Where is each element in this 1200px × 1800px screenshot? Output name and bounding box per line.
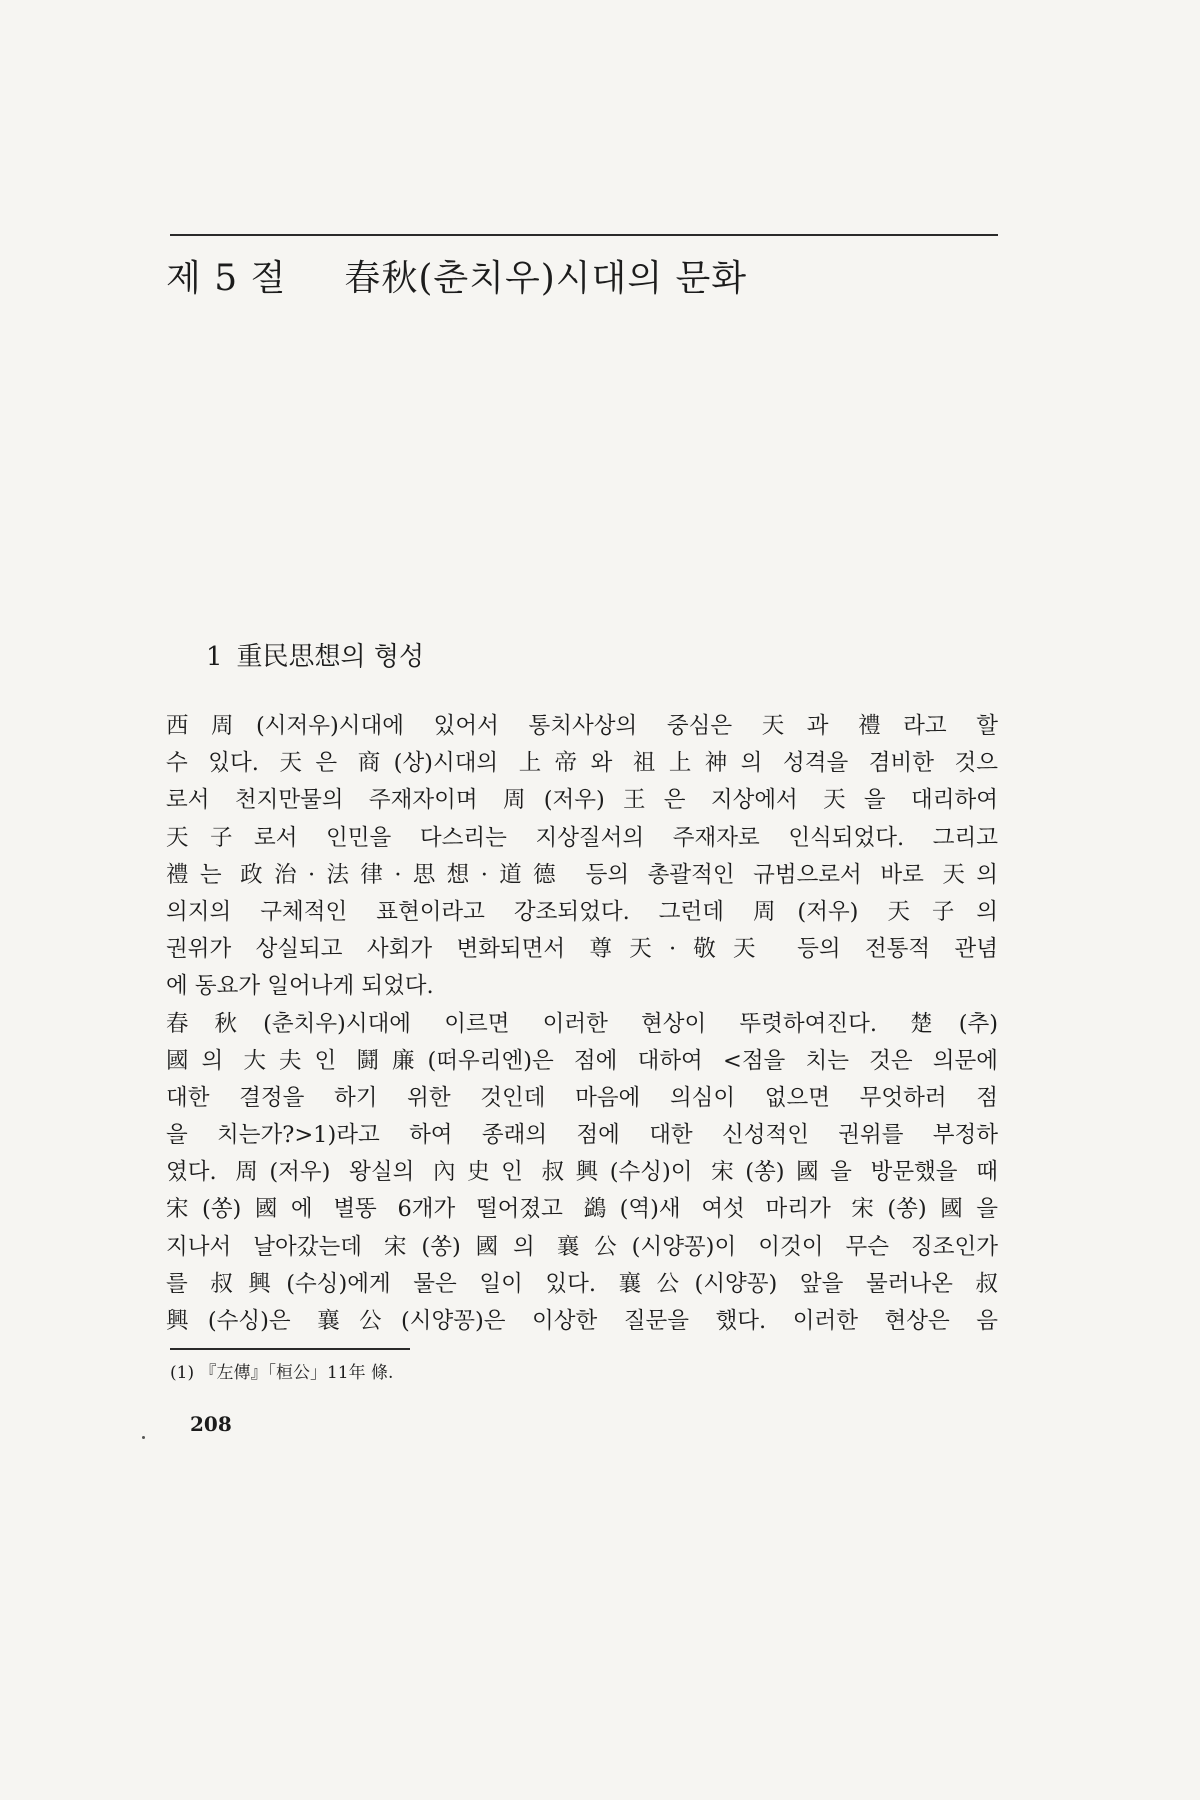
- body-line: 西周(시저우)시대에 있어서 통치사상의 중심은 天과 禮라고 할: [166, 713, 998, 739]
- body-line: 禮는 政治·法律·思想·道德 등의 총괄적인 규범으로서 바로 天의: [166, 861, 998, 888]
- body-line: 宋(쏭)國에 별똥 6개가 떨어졌고 鷁(역)새 여섯 마리가 宋(쏭)國을: [166, 1196, 998, 1223]
- footnote: (1) 『左傳』「桓公」11年 條.: [170, 1363, 394, 1383]
- body-line: 수 있다. 天은 商(상)시대의 上帝와 祖上神의 성격을 겸비한 것으: [166, 750, 998, 777]
- body-line: 天子로서 인민을 다스리는 지상질서의 주재자로 인식되었다. 그리고: [166, 824, 998, 851]
- page-number: 208: [190, 1412, 232, 1436]
- body-line: 를 叔興(수싱)에게 물은 일이 있다. 襄公(시양꽁) 앞을 물러나온 叔: [166, 1270, 998, 1297]
- body-line: 로서 천지만물의 주재자이며 周(저우)王은 지상에서 天을 대리하여: [166, 787, 998, 814]
- body-line: 지나서 날아갔는데 宋(쏭)國의 襄公(시양꽁)이 이것이 무슨 징조인가: [166, 1233, 998, 1260]
- body-line: 春秋(춘치우)시대에 이르면 이러한 현상이 뚜렷하여진다. 楚(추): [166, 1010, 998, 1037]
- body-line: 권위가 상실되고 사회가 변화되면서 尊天·敬天 등의 전통적 관념: [166, 936, 998, 963]
- body-line: 에 동요가 일어나게 되었다.: [166, 973, 434, 1000]
- body-line: 였다. 周(저우) 왕실의 內史인 叔興(수싱)이 宋(쏭)國을 방문했을 때: [166, 1159, 998, 1186]
- print-speck: [142, 1436, 145, 1439]
- chapter-section-label: 제 5 절: [166, 258, 287, 299]
- body-line: 의지의 구체적인 표현이라고 강조되었다. 그런데 周(저우) 天子의: [166, 898, 998, 925]
- chapter-top-rule: [170, 234, 998, 236]
- body-line: 을 치는가?>1)라고 하여 종래의 점에 대한 신성적인 권위를 부정하: [166, 1122, 998, 1149]
- section-number: 1: [206, 642, 223, 672]
- footnote-rule: [170, 1348, 410, 1350]
- body-line: 國의 大夫인 鬪廉(떠우리엔)은 점에 대하여 <점을 치는 것은 의문에: [166, 1047, 998, 1074]
- body-line: 興(수싱)은 襄公(시양꽁)은 이상한 질문을 했다. 이러한 현상은 음: [166, 1308, 998, 1334]
- chapter-heading: [166, 250, 747, 301]
- body-text: [166, 708, 998, 1340]
- section-heading: [206, 636, 424, 673]
- chapter-title: 春秋(춘치우)시대의 문화: [344, 258, 748, 299]
- section-title: 重民思想의 형성: [236, 642, 425, 672]
- body-line: 대한 결정을 하기 위한 것인데 마음에 의심이 없으면 무엇하러 점: [166, 1084, 998, 1111]
